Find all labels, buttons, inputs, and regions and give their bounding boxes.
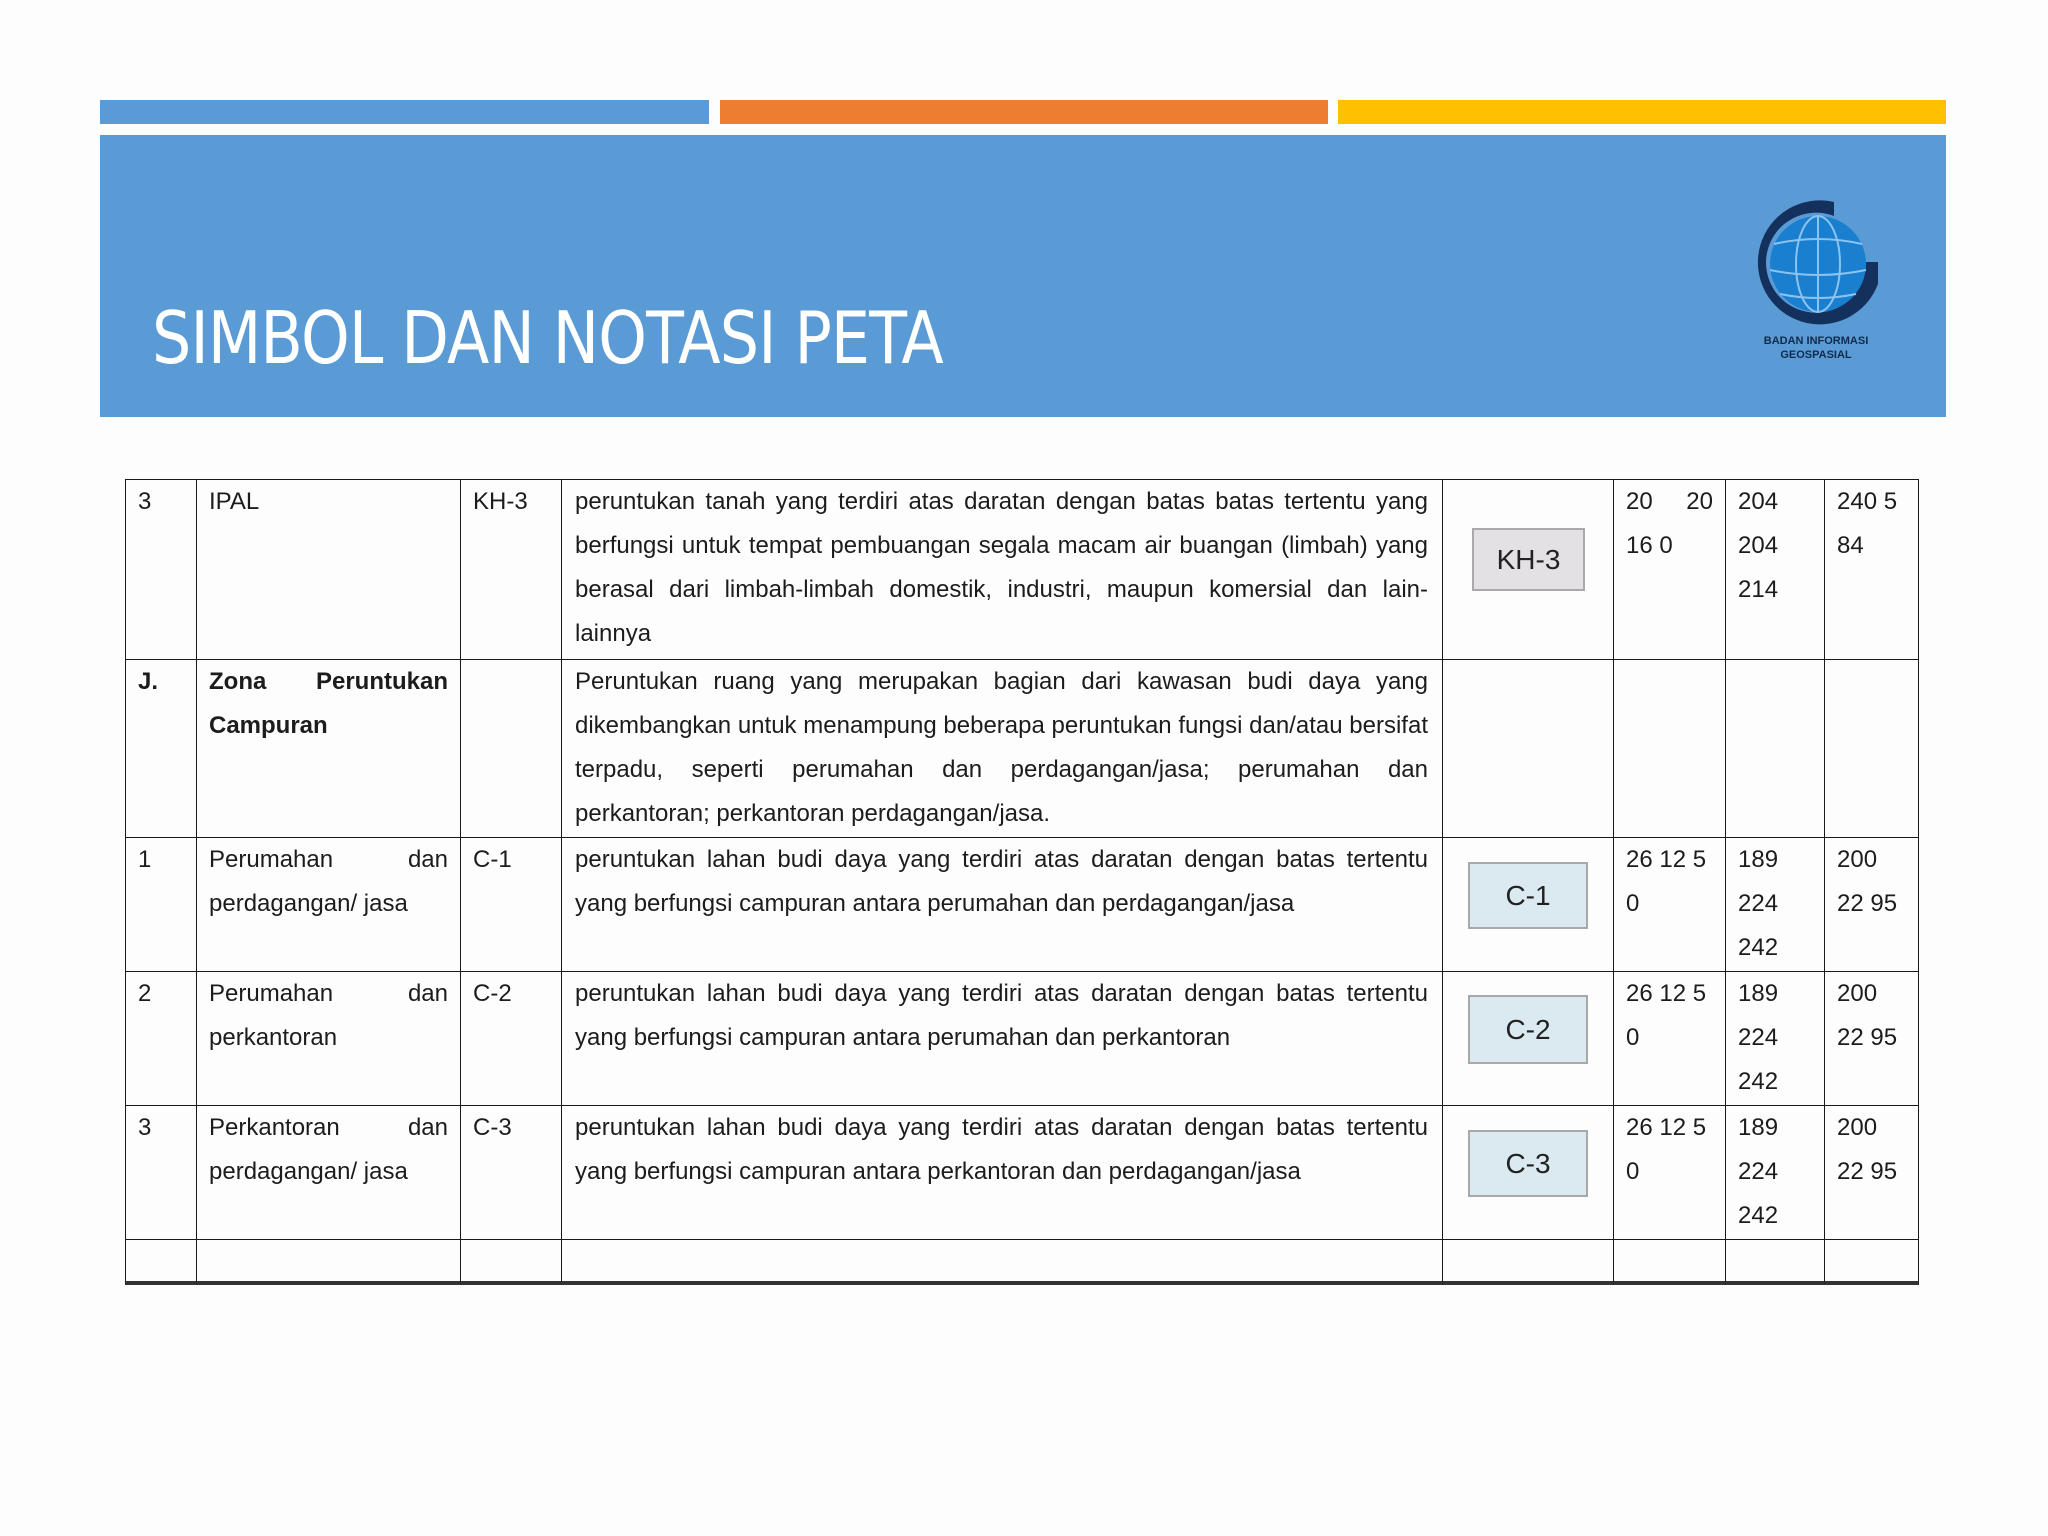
big-logo [1748, 198, 1884, 368]
table-cell-description: Peruntukan ruang yang merupakan bagian dari kawasan budi daya yang dikembangkan untuk menampung beberapa peruntukan fungsi dan/atau bersifat terpadu, seperti perumahan dan perdagangan/jasa; perumahan dan perkantoran; perkantoran perdagangan/jasa. [561, 659, 1443, 838]
table-cell-code: C-1 [460, 837, 562, 972]
map-symbol-c-1: C-1 [1468, 862, 1588, 929]
table-cell-color-1: 26 12 5 0 [1613, 837, 1726, 972]
table-cell-code: C-3 [460, 1105, 562, 1240]
table-cell-color-3: 200 22 95 [1824, 1105, 1919, 1240]
table-cell-code: KH-3 [460, 479, 562, 660]
table-cell-color-1: 26 12 5 0 [1613, 1105, 1726, 1240]
table-cell-description: peruntukan lahan budi daya yang terdiri atas daratan dengan batas tertentu yang berfungsi campuran antara perumahan dan perdagangan/jasa [561, 837, 1443, 972]
table-cell-name: Perumahan dan perkantoran [196, 971, 461, 1106]
table-cell-color-3 [1824, 659, 1919, 838]
table-cell-color-3: 200 22 95 [1824, 971, 1919, 1106]
logo-caption: BADAN INFORMASI GEOSPASIAL [1763, 335, 1869, 361]
table-cell-empty [125, 1239, 197, 1285]
table-cell-no: 1 [125, 837, 197, 972]
table-cell-symbol [1442, 659, 1614, 838]
table-cell-color-2 [1725, 659, 1825, 838]
table-cell-no: 3 [125, 479, 197, 660]
table-cell-description: peruntukan tanah yang terdiri atas daratan dengan batas batas tertentu yang berfungsi untuk tempat pembuangan segala macam air buangan (limbah) yang berasal dari limbah-limbah domestik, industri, maupun komersial dan lain-lainnya [561, 479, 1443, 660]
table-cell-color-2: 204 204 214 [1725, 479, 1825, 660]
table-cell-color-1: 26 12 5 0 [1613, 971, 1726, 1106]
map-symbol-c-2: C-2 [1468, 995, 1588, 1064]
table-cell-empty [1824, 1239, 1919, 1285]
table-cell-description: peruntukan lahan budi daya yang terdiri atas daratan dengan batas tertentu yang berfungsi campuran antara perumahan dan perkantoran [561, 971, 1443, 1106]
table-cell-color-3: 240 5 84 [1824, 479, 1919, 660]
table-cell-no: 2 [125, 971, 197, 1106]
accent-bar-orange [720, 100, 1328, 124]
table-cell-empty [1725, 1239, 1825, 1285]
map-symbol-kh-3: KH-3 [1472, 528, 1585, 591]
table-cell-name: IPAL [196, 479, 461, 660]
map-symbol-c-3: C-3 [1468, 1130, 1588, 1197]
globe-icon [1748, 198, 1884, 328]
table-cell-description: peruntukan lahan budi daya yang terdiri atas daratan dengan batas tertentu yang berfungsi campuran antara perkantoran dan perdagangan/jasa [561, 1105, 1443, 1240]
table-cell-color-2: 189 224 242 [1725, 837, 1825, 972]
table-cell-name: Zona Peruntukan Campuran [196, 659, 461, 838]
table-cell-code [460, 659, 562, 838]
table-cell-empty [561, 1239, 1443, 1285]
table-cell-name: Perkantoran dan perdagangan/ jasa [196, 1105, 461, 1240]
table-cell-color-3: 200 22 95 [1824, 837, 1919, 972]
table-cell-empty [1442, 1239, 1614, 1285]
table-cell-no: 3 [125, 1105, 197, 1240]
accent-bar-yellow [1338, 100, 1946, 124]
table-cell-color-1: 20 20 16 0 [1613, 479, 1726, 660]
page-title: SIMBOL DAN NOTASI PETA [152, 296, 943, 380]
table-cell-color-2: 189 224 242 [1725, 1105, 1825, 1240]
table-cell-color-2: 189 224 242 [1725, 971, 1825, 1106]
table-cell-empty [196, 1239, 461, 1285]
table-cell-color-1 [1613, 659, 1726, 838]
table-cell-empty [1613, 1239, 1726, 1285]
table-cell-code: C-2 [460, 971, 562, 1106]
table-cell-no: J. [125, 659, 197, 838]
table-cell-empty [460, 1239, 562, 1285]
accent-bar-blue [100, 100, 709, 124]
table-cell-name: Perumahan dan perdagangan/ jasa [196, 837, 461, 972]
